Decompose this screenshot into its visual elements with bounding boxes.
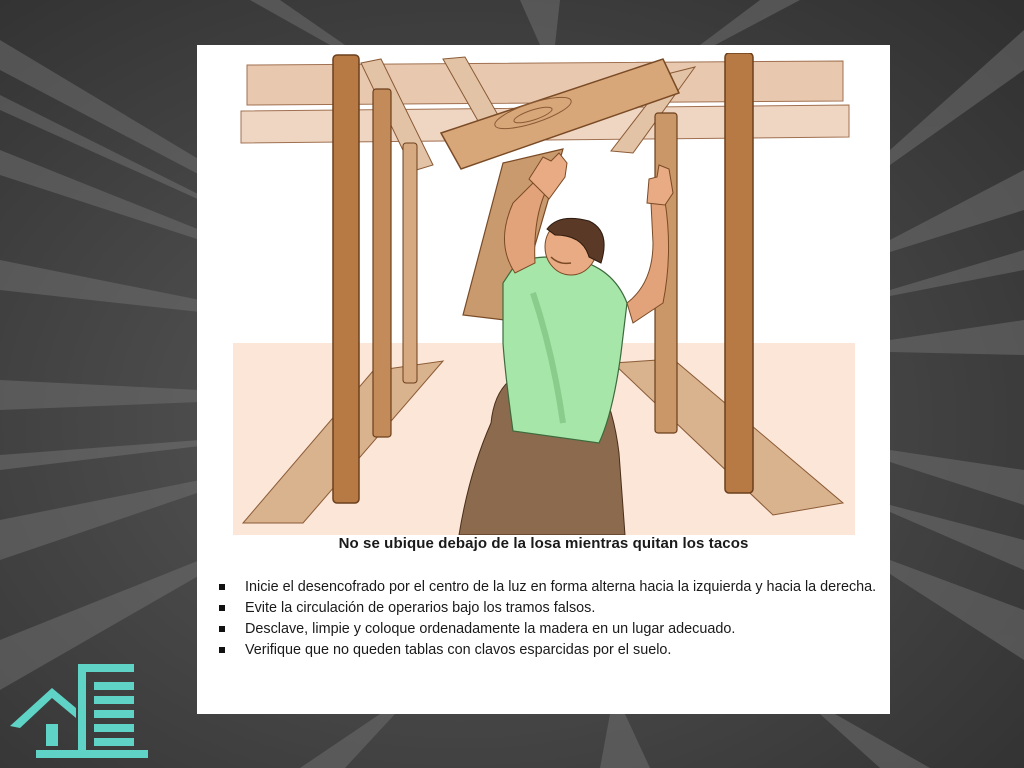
bullet-text: Inicie el desencofrado por el centro de la luz en forma alterna hacia la izquierda y hacia la derecha. — [245, 579, 877, 595]
bullet-text: Desclave, limpie y coloque ordenadamente la madera en un lugar adecuado. — [245, 621, 736, 637]
worker-scaffold-illustration — [233, 53, 855, 535]
bullet-square-icon — [219, 605, 225, 611]
slide-card — [197, 45, 890, 714]
bullet-list — [217, 577, 879, 661]
bullet-item — [217, 619, 879, 639]
bullet-text: Evite la circulación de operarios bajo los tramos falsos. — [245, 600, 596, 616]
slide-caption: No se ubique debajo de la losa mientras quitan los tacos — [338, 535, 749, 552]
bullet-item — [217, 577, 879, 597]
house-document-icon — [6, 662, 152, 762]
bullet-square-icon — [219, 584, 225, 590]
bullet-text: Verifique que no queden tablas con clavos esparcidas por el suelo. — [245, 642, 672, 658]
bullet-square-icon — [219, 647, 225, 653]
bullet-item — [217, 598, 879, 618]
bullet-item — [217, 640, 879, 660]
bullet-square-icon — [219, 626, 225, 632]
